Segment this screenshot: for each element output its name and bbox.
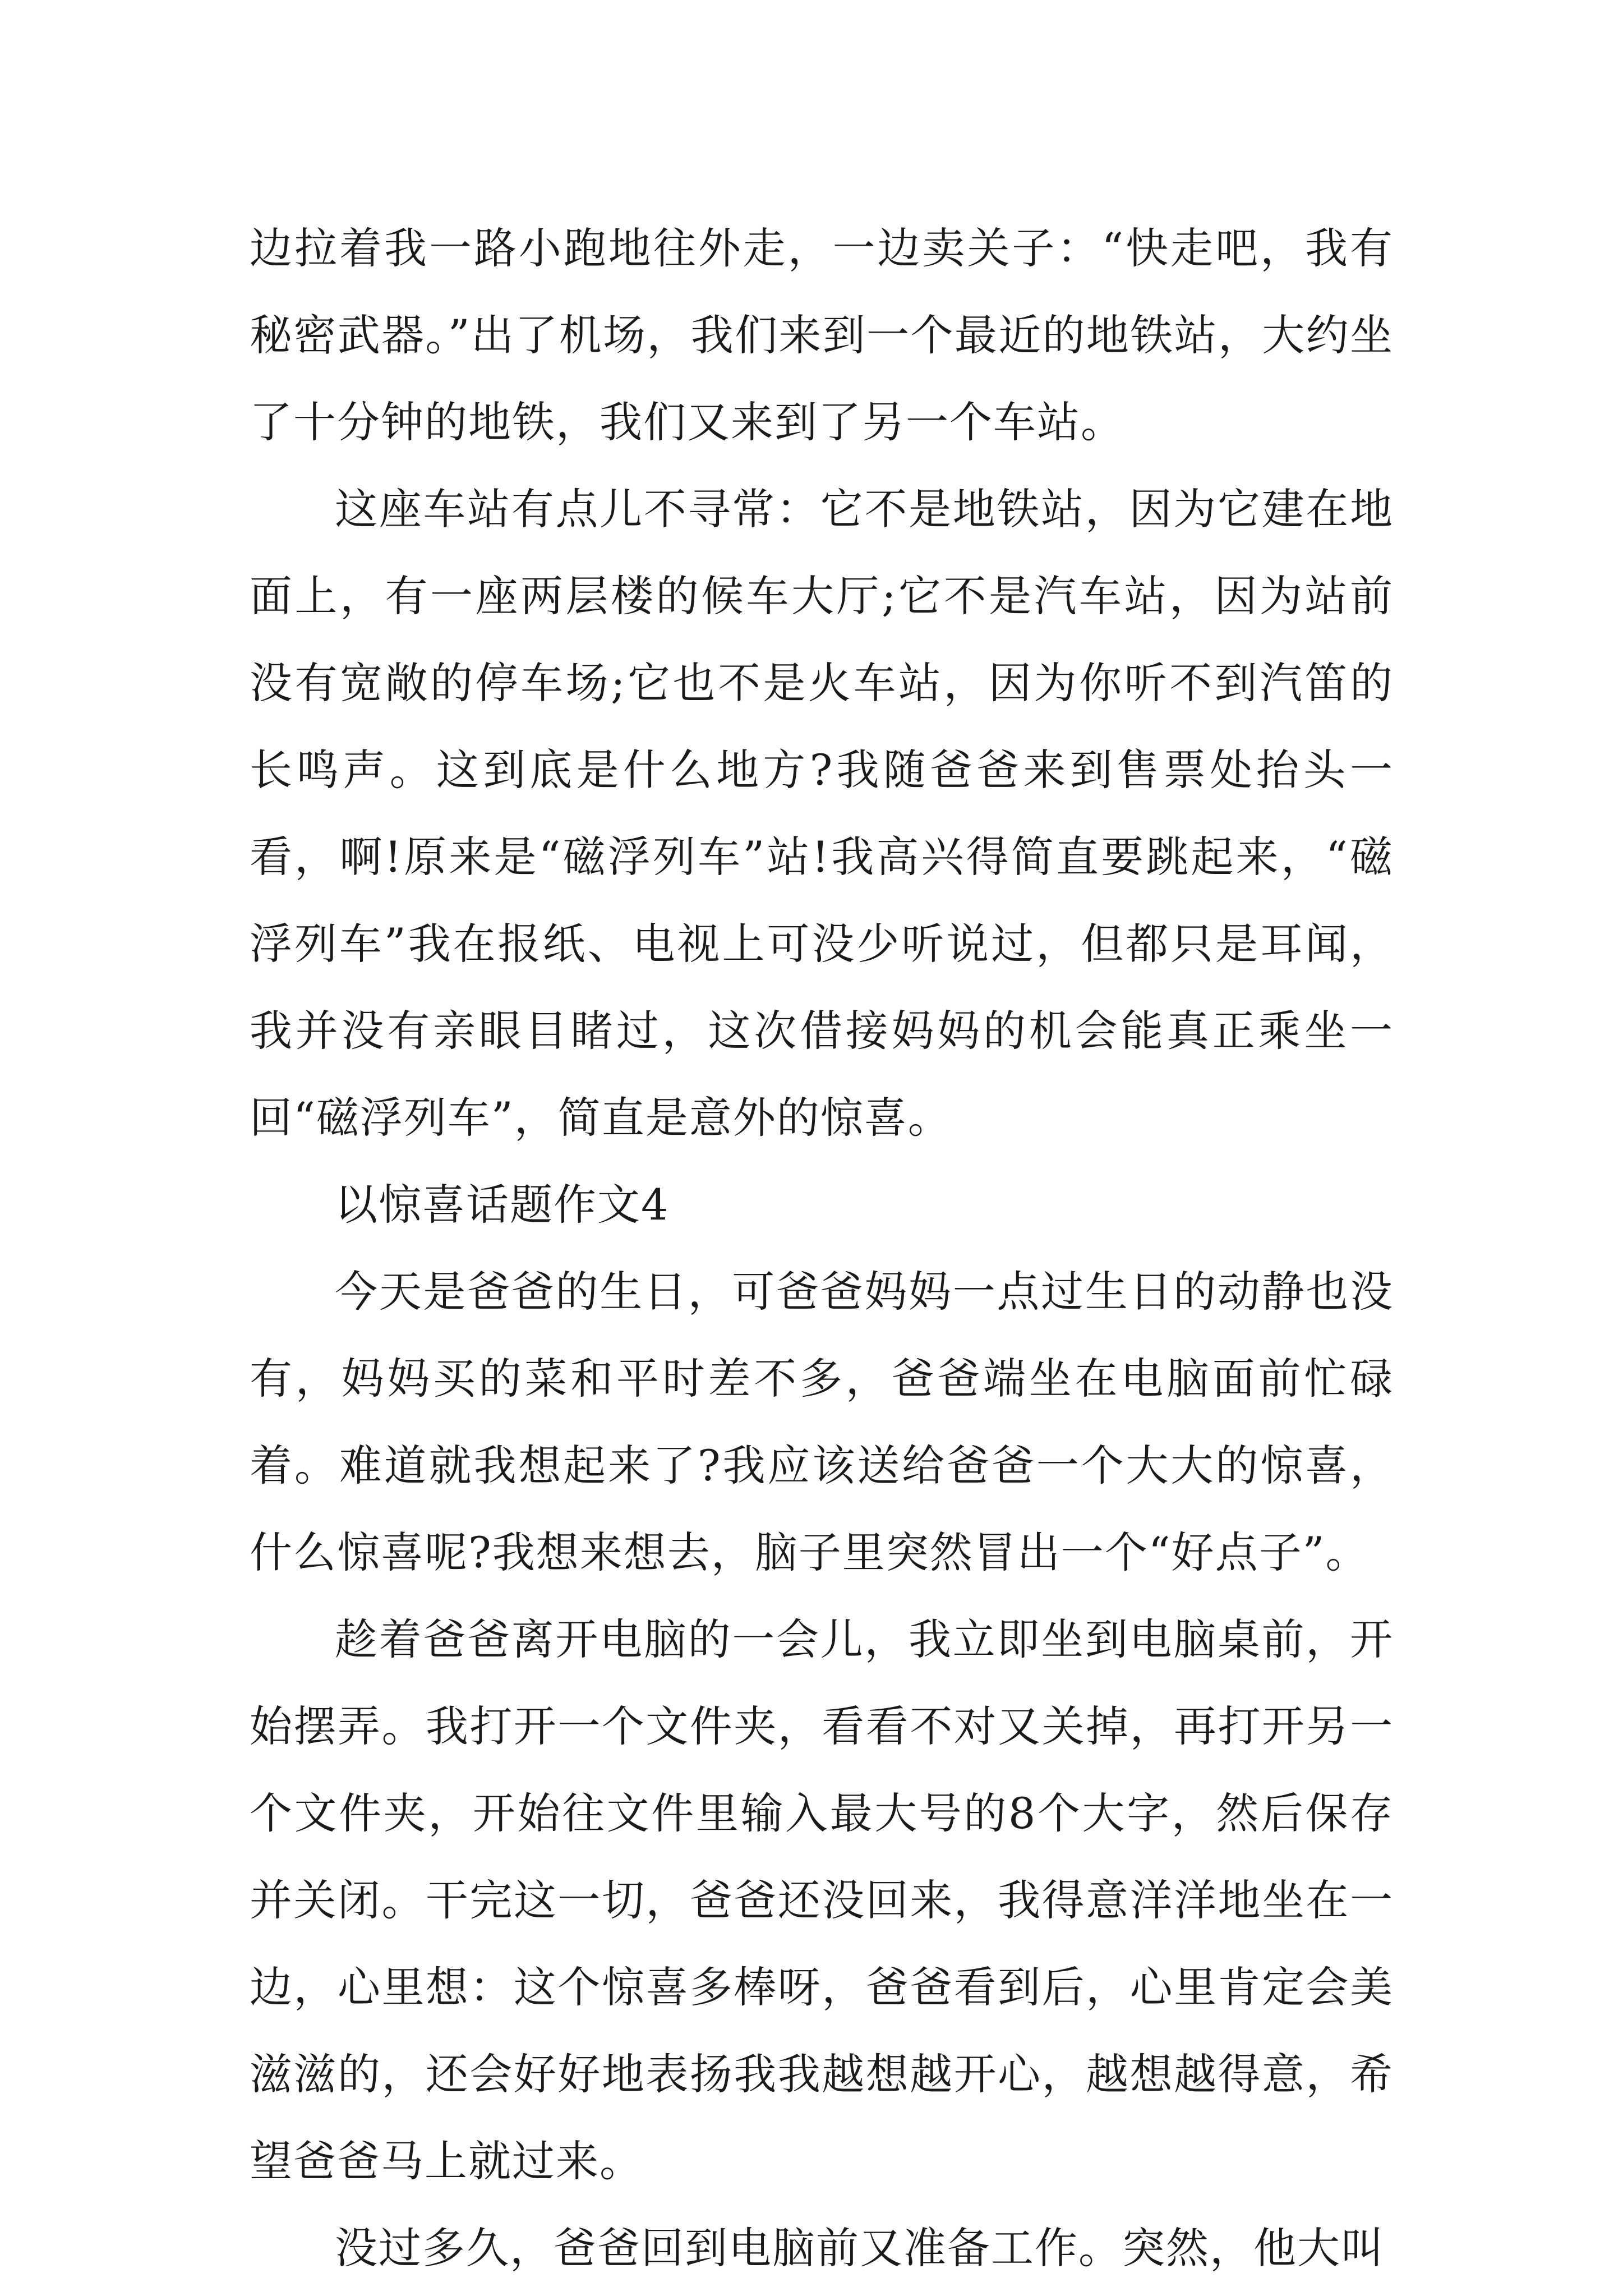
paragraph-2: 这座车站有点儿不寻常：它不是地铁站，因为它建在地面上，有一座两层楼的候车大厅;它不是汽车站，因为站前没有宽敞的停车场;它也不是火车站，因为你听不到汽笛的长鸣声。这到底是什么地方?我随爸爸来到售票处抬头一看，啊!原来是“磁浮列车”站!我高兴得简直要跳起来，“磁浮列车”我在报纸、电视上可没少听说过，但都只是耳闻，我并没有亲眼目睹过，这次借接妈妈的机会能真正乘坐一回“磁浮列车”，简直是意外的惊喜。 <box>250 484 1394 1143</box>
paragraph-1: 边拉着我一路小跑地往外走，一边卖关子：“快走吧，我有秘密武器。”出了机场，我们来到一个最近的地铁站，大约坐了十分钟的地铁，我们又来到了另一个车站。 <box>250 223 1394 447</box>
paragraph-3: 今天是爸爸的生日，可爸爸妈妈一点过生日的动静也没有，妈妈买的菜和平时差不多，爸爸端坐在电脑面前忙碌着。难道就我想起来了?我应该送给爸爸一个大大的惊喜，什么惊喜呢?我想来想去，脑子里突然冒出一个“好点子”。 <box>250 1267 1394 1577</box>
paragraph-4: 趁着爸爸离开电脑的一会儿，我立即坐到电脑桌前，开始摆弄。我打开一个文件夹，看看不对又关掉，再打开另一个文件夹，开始往文件里输入最大号的8个大字，然后保存并关闭。干完这一切，爸爸还没回来，我得意洋洋地坐在一边，心里想：这个惊喜多棒呀，爸爸看到后，心里肯定会美滋滋的，还会好好地表扬我我越想越开心，越想越得意，希望爸爸马上就过来。 <box>250 1614 1394 2186</box>
section-heading: 以惊喜话题作文4 <box>335 1180 670 1230</box>
paragraph-5: 没过多久，爸爸回到电脑前又准备工作。突然，他大叫 <box>335 2223 1385 2273</box>
document-body <box>250 205 1394 2292</box>
